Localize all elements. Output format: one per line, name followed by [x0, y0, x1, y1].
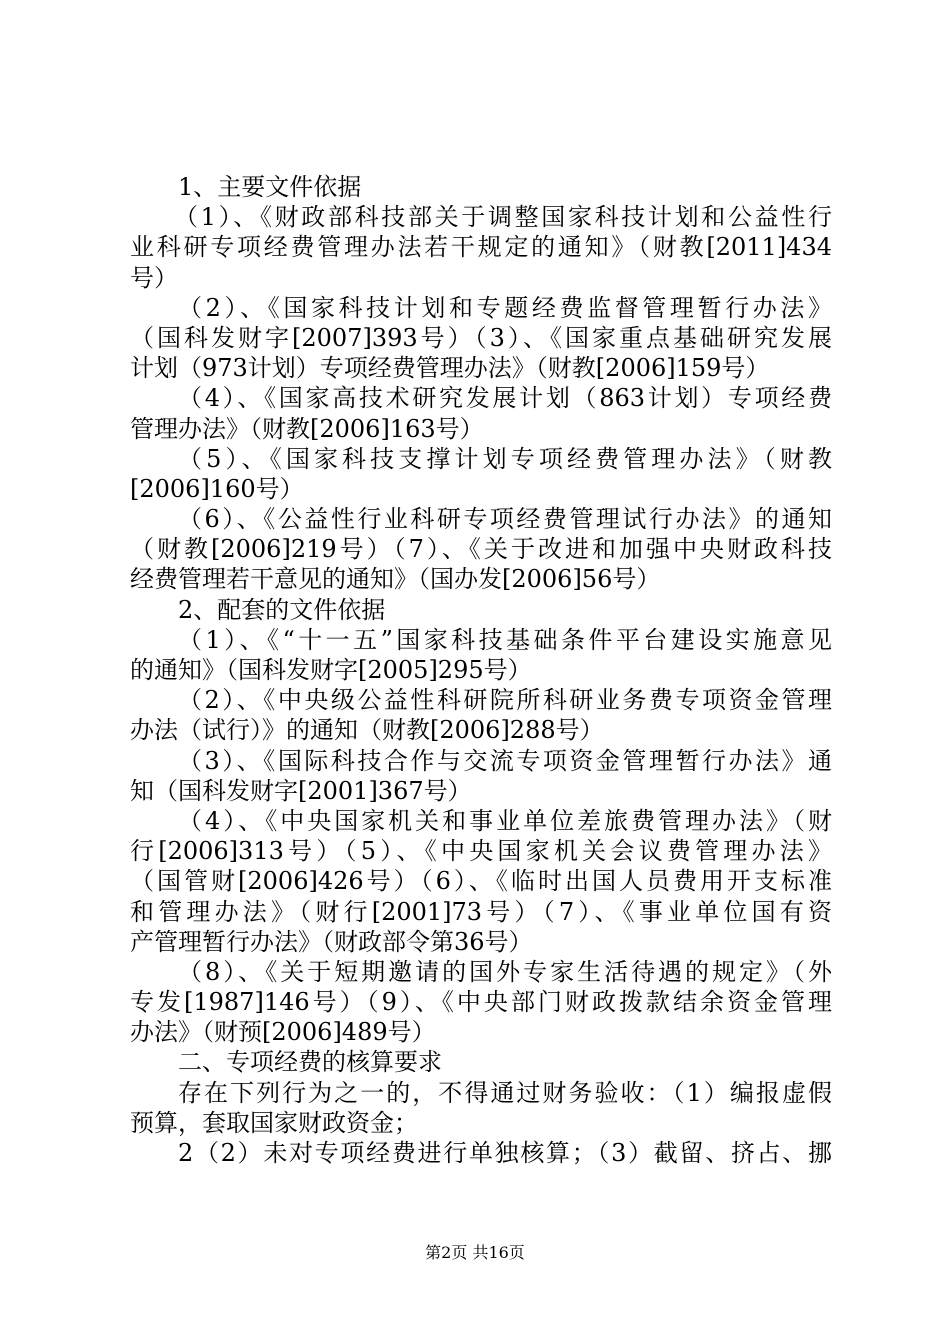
text-line: [2006]160号）: [130, 474, 304, 503]
text-line: （2）、《国家科技计划和专题经费监督管理暂行办法》: [178, 293, 832, 322]
text-line: （1）、《“十一五”国家科技基础条件平台建设实施意见: [178, 625, 832, 654]
text-line: 产管理暂行办法》（财政部令第36号）: [130, 927, 533, 956]
text-line: （3）、《国际科技合作与交流专项资金管理暂行办法》通: [178, 746, 832, 775]
document-body: [130, 172, 832, 1168]
text-line: 和管理办法》（财行[2001]73号）（7）、《事业单位国有资: [130, 897, 832, 926]
text-line: （国管财[2006]426号）（6）、《临时出国人员费用开支标准: [130, 867, 832, 896]
text-line: 2（2）未对专项经费进行单独核算；（3）截留、挤占、挪: [178, 1139, 832, 1167]
text-line: 计划（973计划）专项经费管理办法》（财教[2006]159号）: [130, 354, 770, 383]
text-line: 经费管理若干意见的通知》（国办发[2006]56号）: [130, 565, 661, 594]
text-line: 的通知》（国科发财字[2005]295号）: [130, 656, 532, 684]
page-footer: 第2页 共16页: [425, 1243, 525, 1262]
text-line: 管理办法》（财教[2006]163号）: [130, 414, 484, 443]
text-line: 业科研专项经费管理办法若干规定的通知》（财教[2011]434: [130, 233, 832, 262]
text-line: （国科发财字[2007]393号）（3）、《国家重点基础研究发展: [130, 323, 832, 352]
text-line: （2）、《中央级公益性科研院所科研业务费专项资金管理: [178, 686, 832, 715]
text-line: （8）、《关于短期邀请的国外专家生活待遇的规定》（外: [178, 957, 832, 986]
text-line: 二、专项经费的核算要求: [178, 1048, 442, 1077]
text-line: 专发[1987]146号）（9）、《中央部门财政拨款结余资金管理: [130, 988, 832, 1017]
text-line: 2、配套的文件依据: [178, 595, 386, 624]
text-line: （4）、《国家高技术研究发展计划（863计划）专项经费: [178, 384, 832, 413]
text-line: 号）: [130, 263, 178, 292]
text-line: 1、主要文件依据: [178, 173, 362, 201]
text-line: 行[2006]313号）（5）、《中央国家机关会议费管理办法》: [130, 837, 832, 866]
text-line: 办法》（财预[2006]489号）: [130, 1018, 436, 1047]
text-line: （4）、《中央国家机关和事业单位差旅费管理办法》（财: [178, 806, 832, 835]
text-line: （财教[2006]219号）（7）、《关于改进和加强中央财政科技: [130, 535, 832, 564]
text-line: 办法（试行）》的通知（财教[2006]288号）: [130, 716, 604, 745]
text-line: （5）、《国家科技支撑计划专项经费管理办法》（财教: [178, 444, 832, 473]
text-line: 存在下列行为之一的，不得通过财务验收：（1）编报虚假: [178, 1078, 832, 1107]
text-line: 预算，套取国家财政资金；: [130, 1108, 418, 1137]
text-line: （1）、《财政部科技部关于调整国家科技计划和公益性行: [174, 203, 832, 232]
text-line: （6）、《公益性行业科研专项经费管理试行办法》的通知: [178, 505, 832, 534]
text-line: 知（国科发财字[2001]367号）: [130, 776, 472, 805]
